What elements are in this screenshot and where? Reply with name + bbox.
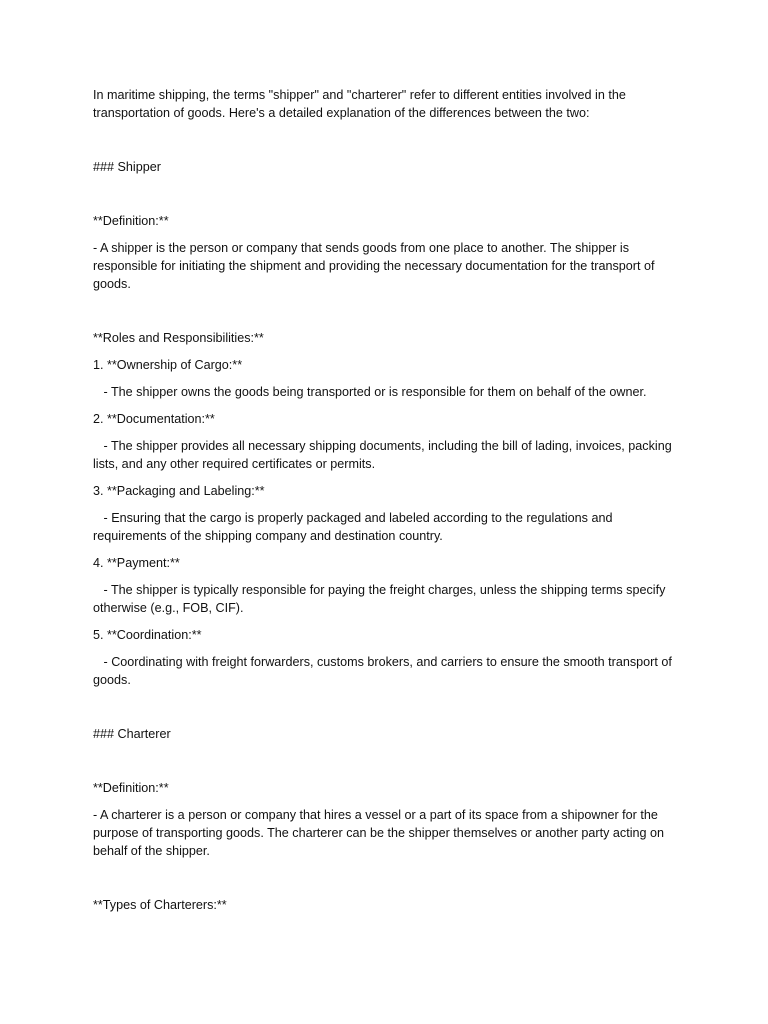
document-page xyxy=(93,86,683,914)
charterer-definition-text: - A charterer is a person or company that hires a vessel or a part of its space from a shipowner for the purpose of transporting goods. The charterer can be the shipper themselves or another party acting on behalf of the shipper. xyxy=(93,808,668,858)
intro-paragraph: In maritime shipping, the terms "shipper" and "charterer" refer to different entities involved in the transportation of goods. Here's a detailed explanation of the differences between the two: xyxy=(93,88,630,120)
role-text-payment: - The shipper is typically responsible for paying the freight charges, unless the shipping terms specify otherwise (e.g., FOB, CIF). xyxy=(93,583,669,615)
charterer-heading: ### Charterer xyxy=(93,727,171,741)
role-title-packaging: 3. **Packaging and Labeling:** xyxy=(93,484,265,498)
role-text-documentation: - The shipper provides all necessary shipping documents, including the bill of lading, invoices, packing lists, and any other required certificates or permits. xyxy=(93,439,676,471)
role-text-ownership: - The shipper owns the goods being transported or is responsible for them on behalf of the owner. xyxy=(93,385,647,399)
role-text-packaging: - Ensuring that the cargo is properly packaged and labeled according to the regulations and requirements of the shipping company and destination country. xyxy=(93,511,616,543)
role-text-coordination: - Coordinating with freight forwarders, customs brokers, and carriers to ensure the smooth transport of goods. xyxy=(93,655,676,687)
charterer-definition-label: **Definition:** xyxy=(93,781,169,795)
role-title-ownership: 1. **Ownership of Cargo:** xyxy=(93,358,243,372)
charterer-types-label: **Types of Charterers:** xyxy=(93,898,227,912)
role-title-documentation: 2. **Documentation:** xyxy=(93,412,215,426)
shipper-definition-label: **Definition:** xyxy=(93,214,169,228)
shipper-roles-label: **Roles and Responsibilities:** xyxy=(93,331,264,345)
role-title-coordination: 5. **Coordination:** xyxy=(93,628,202,642)
role-title-payment: 4. **Payment:** xyxy=(93,556,180,570)
shipper-definition-text: - A shipper is the person or company that sends goods from one place to another. The shipper is responsible for initiating the shipment and providing the necessary documentation for the transport of goods. xyxy=(93,241,658,291)
shipper-heading: ### Shipper xyxy=(93,160,161,174)
